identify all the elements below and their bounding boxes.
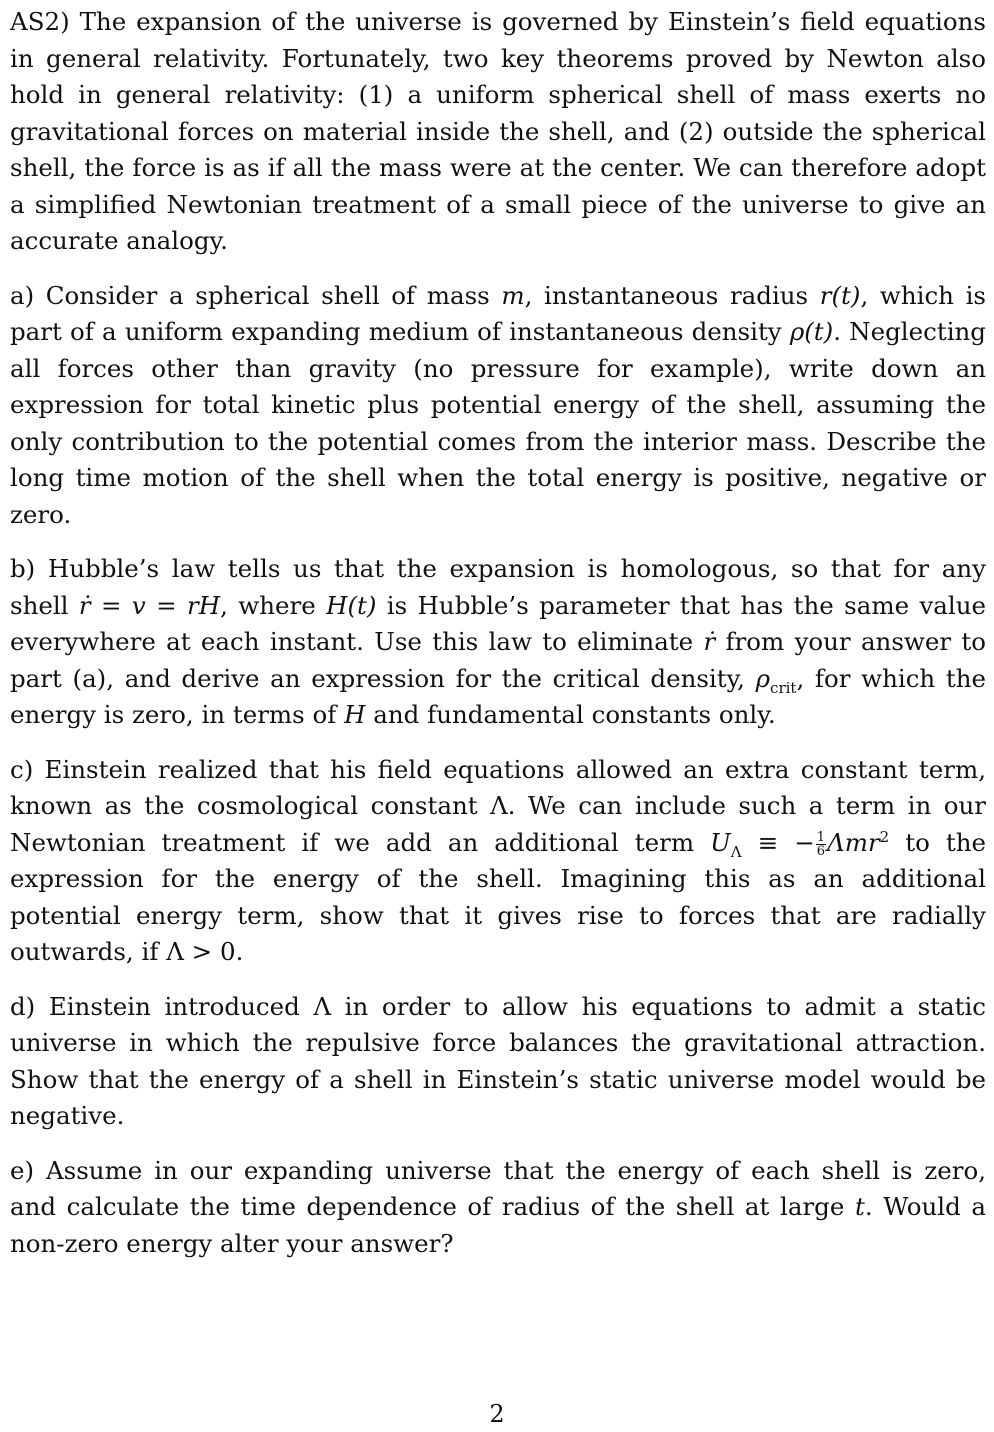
mass-symbol: m — [501, 280, 525, 310]
part-a-text-1: a) Consider a spherical shell of mass — [10, 280, 502, 310]
part-a-text-2: , instantaneous radius — [524, 280, 820, 310]
part-e-paragraph — [10, 1153, 986, 1263]
page-number: 2 — [489, 1400, 505, 1428]
part-a-text-3: , which is part of a uniform expanding medium of instantaneous density — [10, 280, 987, 346]
fraction-denominator: 6 — [816, 843, 826, 859]
rdot-symbol: ṙ — [703, 627, 716, 656]
equiv-minus: ≡ − — [741, 827, 815, 857]
hubble-law-equation: ṙ = v = rH — [78, 590, 221, 620]
part-d-paragraph: d) Einstein introduced Λ in order to allow his equations to admit a static universe in which the repulsive force balances the gravitational attraction. Show that the energy of a shell in Einstein’s static universe model would be negative. — [10, 991, 986, 1130]
part-b-text-4: from your answer to part (a), and derive an expression for the critical density, — [10, 627, 986, 693]
critical-density-symbol: ρ — [755, 663, 771, 693]
critical-density-subscript: crit — [770, 678, 797, 697]
part-c-text-1: c) Einstein realized that his field equations allowed an extra constant term, known as the cosmological constant Λ. We can include such a term in our Newtonian treatment if we add an additional term — [10, 754, 986, 857]
one-sixth-fraction — [816, 831, 826, 858]
potential-U-symbol: U — [710, 827, 731, 857]
part-a-text-4: . Neglecting all forces other than gravity (no pressure for example), write down an expression for total kinetic plus potential energy of the shell, assuming the only contribution to the potential comes from the interior mass. Describe the long time motion of the shell when the total energy is positive, negative or zero. — [10, 317, 986, 529]
part-b-text-3: is Hubble’s parameter that has the same value everywhere at each instant. Use this law to eliminate — [10, 590, 987, 656]
fraction-numerator: 1 — [816, 829, 826, 845]
problem-sheet — [10, 4, 986, 1280]
part-b-text-5: , for which the energy is zero, in terms of — [10, 663, 986, 729]
part-b-paragraph — [10, 551, 986, 734]
part-c-paragraph — [10, 752, 986, 971]
part-c-text-2: to the expression for the energy of the shell. Imagining this as an additional potential energy term, show that it gives rise to forces that are radially outwards, if Λ > 0. — [10, 827, 987, 966]
density-function: ρ(t) — [789, 317, 834, 346]
intro-paragraph: AS2) The expansion of the universe is governed by Einstein’s field equations in general relativity. Fortunately, two key theorems proved by Newton also hold in general relativity: (1) a uniform spherical shell of mass exerts no gravitational forces on material inside the shell, and (2) outside the spherical shell, the force is as if all the mass were at the center. We can therefore adopt a simplified Newtonian treatment of a small piece of the universe to give an accurate analogy. — [10, 7, 986, 255]
hubble-parameter-function: H(t) — [326, 590, 377, 620]
part-a-paragraph — [10, 278, 986, 534]
part-b-text-6: and fundamental constants only. — [365, 700, 776, 729]
radius-function: r(t) — [819, 280, 861, 310]
lambda-m-r: Λmr — [827, 827, 880, 857]
time-symbol: t — [854, 1192, 865, 1221]
squared-superscript: 2 — [879, 827, 890, 846]
part-b-text-2: , where — [220, 590, 327, 620]
part-b-text-1: b) Hubble’s law tells us that the expansion is homologous, so that for any shell — [10, 554, 986, 620]
part-e-text-1: e) Assume in our expanding universe that the energy of each shell is zero, and calculate the time dependence of radius of the shell at large — [10, 1155, 986, 1221]
potential-U-subscript: Λ — [730, 842, 742, 861]
part-e-text-2: . Would a non-zero energy alter your answer? — [10, 1192, 986, 1258]
hubble-symbol: H — [344, 700, 366, 729]
